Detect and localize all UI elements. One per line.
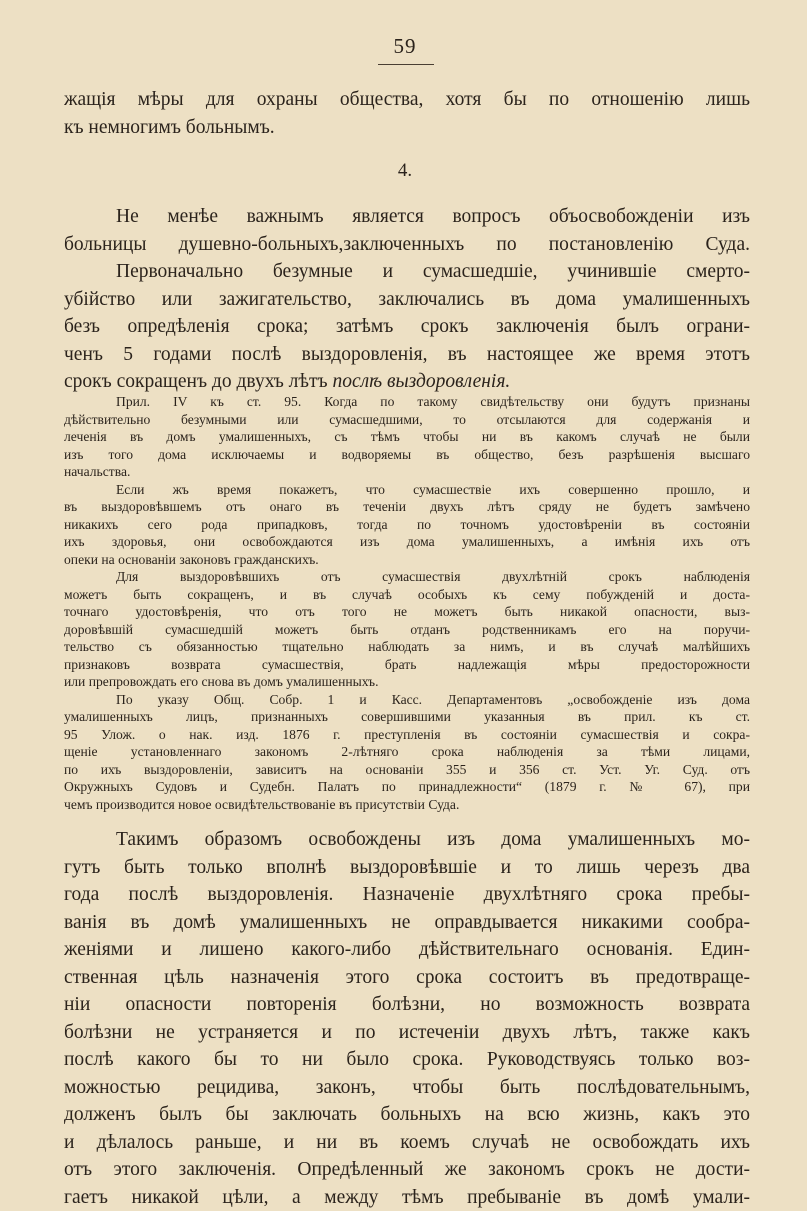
paragraph-1 (64, 203, 750, 368)
para2-line: ніи опасности повторенія болѣзни, но возможность возврата (64, 994, 750, 1015)
para2-line: женіями и лишено какого-либо дѣйствительнаго основанія. Един- (64, 939, 750, 960)
note-line: дѣйствительно безумными или сумасшедшими, то отсылаются для содержанія и (64, 411, 750, 427)
intro-paragraph (64, 86, 750, 141)
footnote-quotation (64, 393, 750, 813)
note-line: Прил. IV къ ст. 95. Когда по такому свидѣтельству они будутъ признаны (116, 394, 750, 409)
intro-line: жащія мѣры для охраны общества, хотя бы по отношенію лишь (64, 89, 750, 110)
para2-line: и дѣлалось раньше, и ни въ коемъ случаѣ не освобождать ихъ (64, 1131, 750, 1153)
note-line: леченія въ домъ умалишенныхъ, съ тѣмъ чтобы ни въ какомъ случаѣ не были (64, 429, 750, 444)
para2-line: отъ этого заключенія. Опредѣленный же закономъ срокъ не дости- (64, 1159, 750, 1180)
note-line: Если жъ время покажетъ, что сумасшествіе ихъ совершенно прошло, и (116, 481, 750, 497)
para2-line: можностью рецидива, законъ, чтобы быть послѣдовательнымъ, (64, 1076, 750, 1098)
para2-line: ственная цѣль назначенія этого срока состоитъ въ предотвраще- (64, 966, 750, 988)
note-line: Окружныхъ Судовъ и Судебн. Палатъ по принадлежности“ (1879 г. № 67), при (64, 779, 750, 794)
note-line: тельство съ обязанностью тщательно наблюдать за нимъ, и въ случаѣ малѣйшихъ (64, 639, 750, 654)
note-line: по ихъ выздоровленіи, зависитъ на основаніи 355 и 356 ст. Уст. Уг. Суд. отъ (64, 761, 750, 777)
para2-line: года послѣ выздоровленія. Назначеніе двухлѣтняго срока пребы- (64, 884, 750, 905)
note-line: никакихъ сего рода припадковъ, тогда по точномъ удостовѣреніи въ состояніи (64, 516, 750, 532)
note-line: опеки на основаніи законовъ гражданскихъ. (64, 551, 319, 567)
note-line: признаковъ возврата сумасшествія, брать надлежащія мѣры предосторожности (64, 656, 750, 672)
note-line: изъ того дома исключаемы и водворяемы въ общество, безъ разрѣшенія высшаго (64, 446, 750, 462)
para2-line: послѣ какого бы то ни было срока. Руководствуясь только воз- (64, 1049, 750, 1070)
note-line: доровѣвшій сумасшедшій можетъ быть отданъ родственникамъ его на поручи- (64, 621, 750, 637)
para1-line: безъ опредѣленія срока; затѣмъ срокъ заключенія былъ ограни- (64, 316, 750, 337)
paragraph-1-italic-phrase: послѣ выздоровленія. (332, 371, 511, 392)
note-line: умалишенныхъ лицъ, признанныхъ совершившими указанныя въ прил. къ ст. (64, 709, 750, 724)
para2-line: Такимъ образомъ освобождены изъ дома умалишенныхъ мо- (116, 829, 750, 850)
page-number-rule (378, 64, 434, 65)
para2-line: гаетъ никакой цѣли, а между тѣмъ пребываніе въ домѣ умали- (64, 1186, 750, 1208)
para2-line: гутъ быть только вполнѣ выздоровѣвшіе и то лишь черезъ два (64, 856, 750, 878)
intro-line: къ немногимъ больнымъ. (64, 116, 275, 138)
paragraph-1-last-text: срокъ сокращенъ до двухъ лѣтъ (64, 371, 333, 392)
note-line: можетъ быть сокращенъ, и въ случаѣ особыхъ къ сему побужденій и доста- (64, 586, 750, 602)
para2-line: ванія въ домѣ умалишенныхъ не оправдывается никакими сообра- (64, 911, 750, 933)
note-line: начальства. (64, 464, 131, 479)
note-line: 95 Улож. о нак. изд. 1876 г. преступленія въ состояніи сумасшествія и сокра- (64, 726, 750, 742)
para1-line: ченъ 5 годами послѣ выздоровленія, въ настоящее же время этотъ (64, 343, 750, 365)
para2-line: долженъ былъ бы заключать больныхъ на всю жизнь, какъ это (64, 1104, 750, 1125)
page-number: 59 (393, 34, 417, 58)
note-line: или препровождать его снова въ домъ умалишенныхъ. (64, 674, 379, 689)
note-line: Для выздоровѣвшихъ отъ сумасшествія двухлѣтній срокъ наблюденія (116, 569, 750, 584)
note-line: точнаго удостовѣренія, что отъ того не можетъ быть никакой опасности, выз- (64, 604, 750, 619)
note-line: По указу Общ. Собр. 1 и Касс. Департаментовъ „освобожденіе изъ дома (116, 691, 750, 707)
para1-line: больницы душевно-больныхъ,заключенныхъ по постановленію Суда. (64, 233, 750, 255)
para1-line: Не менѣе важнымъ является вопросъ объосвобожденіи изъ (116, 206, 750, 227)
note-line: ихъ здоровья, они освобождаются изъ дома умалишенныхъ, а имѣнія ихъ отъ (64, 534, 750, 549)
paragraph-2 (64, 826, 750, 1211)
paragraph-1-last-line (64, 368, 750, 396)
note-line: щеніе установленнаго закономъ 2-лѣтняго срока наблюденія за тѣми лицами, (64, 744, 750, 759)
note-line: чемъ производится новое освидѣтельствованіе въ присутствіи Суда. (64, 796, 460, 812)
para2-line: болѣзни не устраняется и по истеченіи двухъ лѣтъ, также какъ (64, 1021, 750, 1043)
para1-line: Первоначально безумные и сумасшедшіе, учинившіе смерто- (116, 261, 750, 282)
para1-line: убійство или зажигательство, заключались въ дома умалишенныхъ (64, 288, 750, 310)
note-line: въ выздоровѣвшемъ отъ онаго въ теченіи двухъ лѣтъ сряду не будетъ замѣчено (64, 499, 750, 514)
section-number: 4. (397, 160, 413, 181)
